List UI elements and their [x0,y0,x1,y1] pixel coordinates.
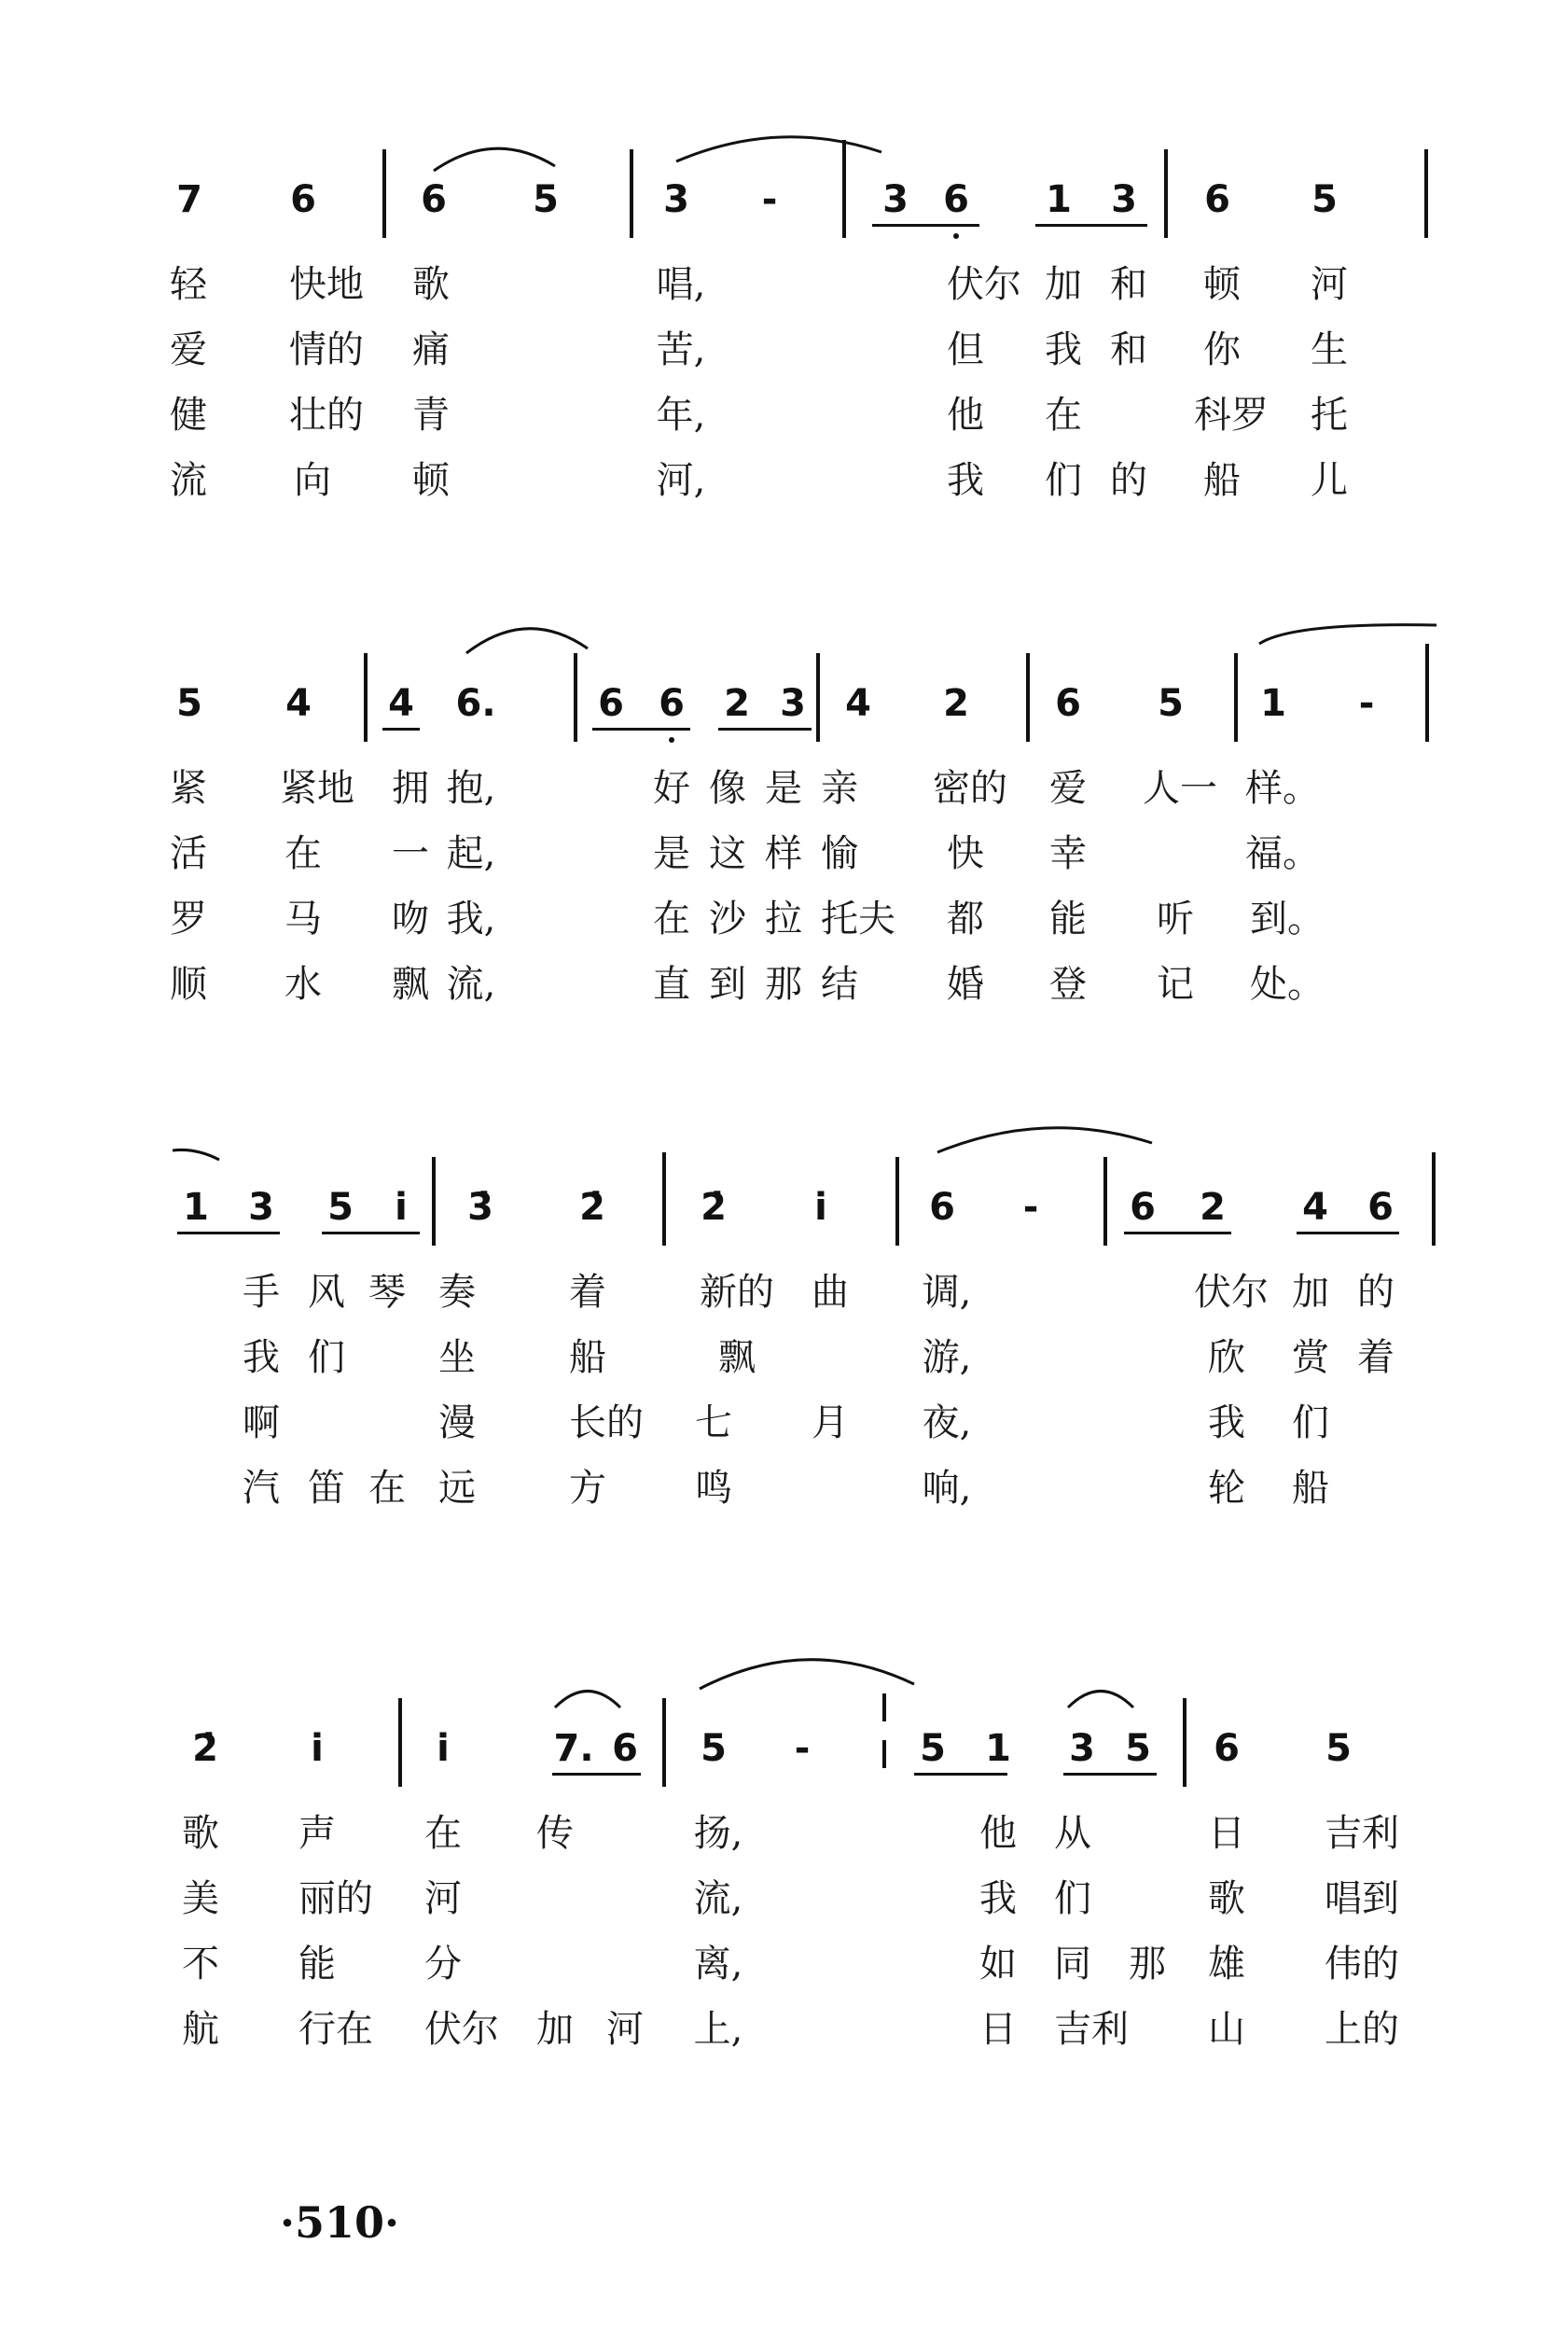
lyric: 快地 [289,263,364,306]
note: 6 [290,178,316,221]
lyric: 我 [947,459,984,502]
lyric: 如 [979,1943,1017,1986]
lyric: 飘 [392,963,429,1006]
lyric: 赏 [1292,1336,1329,1379]
lyric: 是 [653,832,690,875]
lyric: 水 [284,963,322,1006]
note: 6 [1130,1186,1156,1229]
lyric: 歌 [182,1812,219,1855]
lyric: 我 [1045,328,1082,371]
lyric: 婚 [947,963,984,1006]
note-underline [718,728,812,731]
lyric: 远 [438,1467,476,1510]
lyric: 的 [1357,1271,1395,1314]
lyric: 船 [569,1336,606,1379]
note: 5 [176,682,202,725]
lyric: 我 [243,1336,280,1379]
lyric: 健 [170,394,207,437]
lyric: 登 [1049,963,1087,1006]
lyric: 在 [653,898,690,941]
lyric: 能 [1049,898,1087,941]
lyric: 儿 [1311,459,1348,502]
lyric: 流 [170,459,207,502]
note: - [794,1727,811,1770]
barline [662,1698,666,1787]
lyric: 紧地 [280,767,354,810]
note: 4 [1302,1186,1328,1229]
lyric: 我 [1208,1401,1245,1444]
lyric: 壮的 [289,394,364,437]
note: 2 [943,682,969,725]
lyric: 伟的 [1325,1943,1399,1986]
note: 5 [327,1186,354,1229]
lyric: 河 [1311,263,1348,306]
lyric: 爱 [1049,767,1087,810]
note: 2̇ [192,1727,218,1770]
lyric: 活 [170,832,207,875]
lyric: 月 [812,1401,849,1444]
note: 1 [1046,178,1072,221]
lyric: 拉 [765,898,802,941]
note-underline [914,1773,1007,1776]
barline [364,653,368,742]
slur [550,1679,625,1712]
lyric: 罗 [170,898,207,941]
note: - [761,178,778,221]
lyric: 但 [947,328,984,371]
note: 2̇ [701,1186,727,1229]
lyric: 痛 [412,328,450,371]
note: 6 [598,682,624,725]
lyric: 扬, [693,1812,743,1855]
note: 1 [183,1186,209,1229]
lyric: 游, [922,1336,972,1379]
note: 1 [985,1727,1011,1770]
lyric: 拥 [392,767,429,810]
lyric: 那 [1129,1943,1166,1986]
slur [695,1647,919,1693]
lyric: 吻 [392,898,429,941]
lyric: 起, [446,832,496,875]
note: 4 [845,682,871,725]
lyric: 船 [1292,1467,1329,1510]
lyric: 样 [765,832,802,875]
lyric: 长的 [569,1401,644,1444]
barline [895,1157,899,1246]
lyric: 好 [653,767,690,810]
barline [882,1740,886,1768]
note: 6 [421,178,447,221]
barline [574,653,577,742]
lyric: 和 [1110,328,1147,371]
note: i [395,1186,408,1229]
lyric: 听 [1157,898,1194,941]
lyric: 行在 [298,2008,373,2051]
lyric: 年, [656,394,706,437]
lyric: 调, [922,1271,972,1314]
lyric: 和 [1110,263,1147,306]
slur [933,1120,1157,1157]
lyric: 抱, [446,767,496,810]
lyric: 福。 [1245,832,1320,875]
lyric: 奏 [438,1271,476,1314]
lyric: 河, [656,459,706,502]
note: 5 [1311,178,1338,221]
lyric: 都 [947,898,984,941]
lyric: 流, [446,963,496,1006]
slur [1063,1679,1138,1712]
lyric: 能 [298,1943,336,1986]
barline [1026,653,1030,742]
note: 3 [882,178,909,221]
lyric: 上的 [1325,2008,1399,2051]
lyric: 不 [182,1943,219,1986]
lyric: 幸 [1049,832,1087,875]
lyric: 风 [308,1271,345,1314]
lyric: 河 [606,2008,644,2051]
note-underline [322,1232,420,1234]
lyric: 唱, [656,263,706,306]
lyric: 上, [693,2008,743,2051]
lyric: 曲 [812,1271,849,1314]
note: 5 [533,178,559,221]
lyric: 歌 [412,263,450,306]
lyric: 我, [446,898,496,941]
lyric: 丽的 [298,1877,373,1920]
note: 6 [929,1186,955,1229]
barline [1183,1698,1186,1787]
lyric: 顿 [412,459,450,502]
lyric: 苦, [656,328,706,371]
note: i [437,1727,450,1770]
lyric: 结 [821,963,858,1006]
note: 6 [659,682,685,725]
lyric: 直 [653,963,690,1006]
lyric: 河 [424,1877,462,1920]
lyric: 鸣 [695,1467,732,1510]
note: 6 [1214,1727,1240,1770]
slur [168,1146,224,1164]
lyric: 托 [1311,394,1348,437]
lyric: 传 [536,1812,574,1855]
lyric: 他 [979,1812,1017,1855]
lyric: 的 [1110,459,1147,502]
lyric: 响, [922,1467,972,1510]
note: 2 [724,682,750,725]
note-underline [592,728,690,731]
lyric: 日 [979,2008,1017,2051]
note: 3 [780,682,806,725]
note-underline [1124,1232,1231,1234]
note: 5 [701,1727,727,1770]
note-underline [1035,224,1147,227]
note: 6 [1367,1186,1394,1229]
lyric: 加 [1045,263,1082,306]
lyric: 们 [1045,459,1082,502]
lyric: 船 [1203,459,1241,502]
lyric: 一 [392,832,429,875]
lyric: 美 [182,1877,219,1920]
lyric: 山 [1208,2008,1245,2051]
lyric: 雄 [1208,1943,1245,1986]
lyric: 吉利 [1054,2008,1129,2051]
lyric: 漫 [438,1401,476,1444]
lyric: 在 [424,1812,462,1855]
lyric: 在 [1045,394,1082,437]
lyric: 欣 [1208,1336,1245,1379]
lyric: 到 [709,963,746,1006]
lyric: 像 [709,767,746,810]
barline [816,653,820,742]
note-underline [177,1232,280,1234]
barline [1425,644,1429,742]
lyric: 爱 [170,328,207,371]
note: - [1022,1186,1039,1229]
lyric: 顿 [1203,263,1241,306]
lyric: 密的 [933,767,1007,810]
slur [462,616,592,658]
barline [630,149,633,238]
lyric: 们 [308,1336,345,1379]
lyric: 生 [1311,328,1348,371]
lyric: 同 [1054,1943,1091,1986]
lyric: 七 [695,1401,732,1444]
lyric: 样。 [1245,767,1320,810]
lyric: 向 [294,459,331,502]
lyric: 新的 [700,1271,774,1314]
note: 5 [1158,682,1184,725]
lyric: 你 [1203,328,1241,371]
slur [1255,620,1441,648]
note: 5 [1325,1727,1352,1770]
barline [1164,149,1168,238]
note: 5 [920,1727,946,1770]
lyric: 手 [243,1271,280,1314]
note: 6 [1055,682,1081,725]
barline [1103,1157,1107,1246]
note: 7. [553,1727,594,1770]
page-number: ·510· [280,2197,400,2248]
lyric: 轻 [170,263,207,306]
lyric: 那 [765,963,802,1006]
lyric: 啊 [243,1401,280,1444]
lyric: 们 [1292,1401,1329,1444]
lyric: 流, [693,1877,743,1920]
lyric: 紧 [170,767,207,810]
barline [1432,1152,1436,1246]
slur [429,138,560,175]
lyric: 日 [1208,1812,1245,1855]
barline [662,1152,666,1246]
lyric: 汽 [243,1467,280,1510]
note-underline [382,728,420,731]
lyric: 沙 [709,898,746,941]
lyric: 们 [1054,1877,1091,1920]
lyric: 马 [284,898,322,941]
lyric: 科罗 [1194,394,1269,437]
lyric: 加 [536,2008,574,2051]
note: 6 [943,178,969,221]
lyric: 笛 [308,1467,345,1510]
lyric: 人一 [1143,767,1217,810]
lyric: 他 [947,394,984,437]
note: 5 [1125,1727,1151,1770]
lyric: 方 [569,1467,606,1510]
note: 4 [388,682,414,725]
note: 3 [663,178,689,221]
note: 6. [455,682,496,725]
note: i [311,1727,324,1770]
lyric: 唱到 [1325,1877,1399,1920]
note: 3 [1111,178,1137,221]
barline [398,1698,402,1787]
lyric: 从 [1054,1812,1091,1855]
lyric: 顺 [170,963,207,1006]
lyric: 这 [709,832,746,875]
note-underline [1297,1232,1399,1234]
lyric: 夜, [922,1401,972,1444]
note: 3 [1069,1727,1095,1770]
lyric: 到。 [1250,898,1325,941]
lyric: 是 [765,767,802,810]
lyric: 离, [693,1943,743,1986]
lyric: 着 [569,1271,606,1314]
lyric: 航 [182,2008,219,2051]
lyric: 歌 [1208,1877,1245,1920]
note-underline [872,224,979,227]
note: - [1358,682,1375,725]
note: 6 [612,1727,638,1770]
lyric: 飘 [718,1336,756,1379]
lyric: 轮 [1208,1467,1245,1510]
lyric: 处。 [1250,963,1325,1006]
barline [382,149,386,238]
note: 3̇ [467,1186,493,1229]
note: 2̇ [579,1186,605,1229]
lyric: 亲 [821,767,858,810]
note: 7 [176,178,202,221]
lyric: 情的 [289,328,364,371]
octave-dot [953,233,959,239]
lyric: 快 [947,832,984,875]
lyric: 伏尔 [424,2008,499,2051]
lyric: 着 [1357,1336,1395,1379]
lyric: 在 [284,832,322,875]
lyric: 青 [412,394,450,437]
lyric: 伏尔 [1194,1271,1269,1314]
barline [1424,149,1428,238]
note: i [814,1186,827,1229]
barline [882,1693,886,1721]
lyric: 我 [979,1877,1017,1920]
octave-dot [669,737,674,743]
barline [1234,653,1238,742]
lyric: 托夫 [821,898,895,941]
barline [432,1157,436,1246]
note-underline [552,1773,641,1776]
lyric: 琴 [368,1271,406,1314]
lyric: 伏尔 [947,263,1021,306]
note: 2 [1200,1186,1226,1229]
note: 4 [285,682,312,725]
note: 3 [248,1186,274,1229]
lyric: 加 [1292,1271,1329,1314]
barline [842,140,846,238]
lyric: 记 [1157,963,1194,1006]
lyric: 分 [424,1943,462,1986]
note-underline [1063,1773,1157,1776]
lyric: 愉 [821,832,858,875]
slur [672,129,886,166]
lyric: 声 [298,1812,336,1855]
note: 1 [1260,682,1286,725]
lyric: 吉利 [1325,1812,1399,1855]
lyric: 在 [368,1467,406,1510]
note: 6 [1204,178,1230,221]
lyric: 坐 [438,1336,476,1379]
